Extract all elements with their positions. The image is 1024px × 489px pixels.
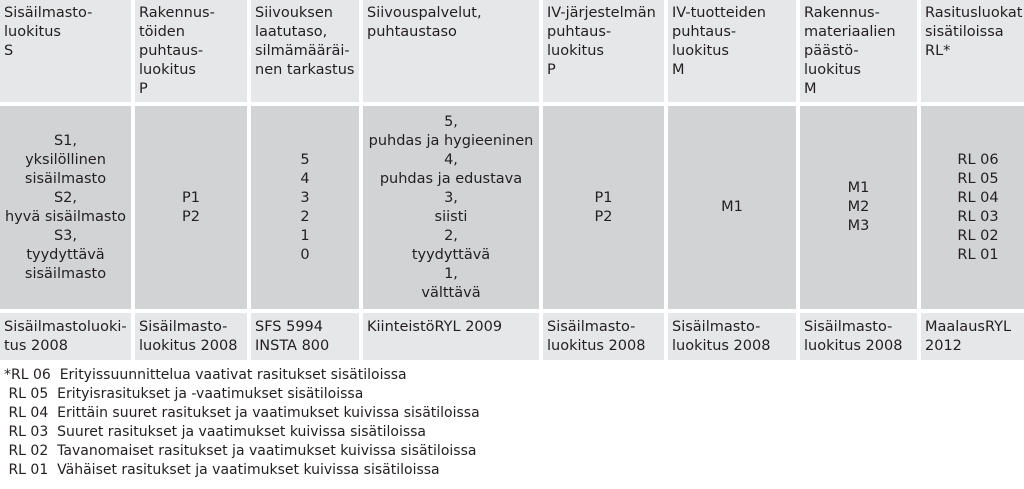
values-cell — [668, 106, 796, 309]
cell-text: M — [672, 62, 685, 78]
cell-text: MaalausRYL — [925, 319, 1012, 335]
cell-text: sisäilmasto — [24, 265, 107, 282]
cell-text: Sisäilmasto- — [804, 319, 893, 335]
cell-text: 3 — [300, 189, 310, 206]
source-cell — [0, 313, 131, 360]
source-cell — [363, 313, 539, 360]
cell-text: tus 2008 — [4, 338, 68, 354]
source-cell — [921, 313, 1024, 360]
cell-text: INSTA 800 — [255, 338, 330, 354]
cell-text: Sisäilmasto- — [672, 319, 761, 335]
cell-text: M3 — [847, 218, 870, 234]
cell-text: SFS 5994 — [255, 319, 324, 335]
source-cell — [135, 313, 247, 360]
cell-text: M1 — [847, 180, 870, 196]
cell-text: luokitus 2008 — [547, 338, 646, 354]
source-cell — [800, 313, 917, 360]
cell-text: 5 — [300, 151, 310, 168]
cell-text: S1, — [53, 132, 78, 149]
cell-text: luokitus 2008 — [672, 338, 771, 354]
cell-text: 2012 — [925, 338, 962, 354]
values-cell — [800, 106, 917, 309]
cell-text: puhdas ja hygieeninen — [368, 132, 534, 149]
cell-text: M1 — [721, 199, 743, 215]
cell-text: puhtaus- — [139, 43, 204, 59]
cell-text: luokitus — [4, 24, 61, 40]
cell-text: KiinteistöRYL 2009 — [367, 319, 503, 335]
cell-text: P1 — [182, 189, 200, 206]
cell-text: 1 — [300, 227, 310, 244]
cell-text: Sisäilmasto- — [4, 5, 93, 21]
cell-text: materiaalien — [804, 24, 896, 40]
footnotes — [4, 366, 480, 480]
cell-text: sisäilmasto — [24, 170, 107, 187]
values-cell — [251, 106, 359, 309]
source-cell — [543, 313, 664, 360]
cell-text: P — [139, 81, 148, 97]
cell-text: 3, — [444, 189, 458, 206]
cell-text: IV-järjestelmän — [547, 5, 656, 21]
footnote-line: RL 03 Suuret rasitukset ja vaatimukset kuivissa sisätiloissa — [4, 424, 427, 440]
cell-text: Siivouspalvelut, — [367, 5, 482, 21]
values-cell — [921, 106, 1024, 309]
footnote-line: RL 01 Vähäiset rasitukset ja vaatimukset kuivissa sisätiloissa — [4, 462, 440, 478]
cell-text: P — [547, 62, 556, 78]
cell-text: RL 02 — [957, 227, 999, 244]
header-cell — [921, 0, 1024, 102]
header-cell — [800, 0, 917, 102]
source-cell — [668, 313, 796, 360]
values-cell — [0, 106, 131, 309]
cell-text: 4, — [444, 151, 458, 168]
footnote-line: *RL 06 Erityissuunnittelua vaativat rasitukset sisätiloissa — [4, 367, 407, 383]
cell-text: IV-tuotteiden — [672, 5, 766, 21]
cell-text: RL 03 — [957, 208, 999, 225]
cell-text: puhtaustaso — [367, 24, 457, 40]
cell-text: hyvä sisäilmasto — [4, 208, 127, 225]
cell-text: S3, — [53, 227, 78, 244]
cell-text: RL 01 — [957, 246, 999, 263]
cell-text: luokitus — [672, 43, 729, 59]
cell-text: luokitus — [139, 62, 196, 78]
cell-text: Sisäilmasto- — [139, 319, 228, 335]
footnote-line: RL 05 Erityisrasitukset ja -vaatimukset sisätiloissa — [4, 386, 364, 402]
cell-text: päästö- — [804, 43, 859, 59]
cell-text: Rasitusluokat — [925, 5, 1023, 21]
cell-text: M2 — [847, 199, 870, 215]
cell-text: laatutaso, — [255, 24, 328, 40]
header-cell — [251, 0, 359, 102]
footnote-line: RL 02 Tavanomaiset rasitukset ja vaatimukset kuivissa sisätiloissa — [4, 443, 477, 459]
cell-text: Rakennus- — [139, 5, 215, 21]
cell-text: 2, — [444, 227, 458, 244]
values-cell — [135, 106, 247, 309]
header-cell — [135, 0, 247, 102]
cell-text: puhtaus- — [547, 24, 612, 40]
cell-text: 5, — [444, 113, 458, 130]
header-cell — [668, 0, 796, 102]
cell-text: P1 — [594, 189, 613, 206]
cell-text: puhtaus- — [672, 24, 737, 40]
cell-text: Sisäilmastoluoki- — [4, 319, 127, 335]
cell-text: RL 05 — [957, 170, 999, 187]
header-cell — [543, 0, 664, 102]
cell-text: 2 — [300, 208, 310, 225]
cell-text: yksilöllinen — [25, 151, 106, 168]
cell-text: 1, — [444, 265, 458, 282]
cell-text: Siivouksen — [255, 5, 333, 21]
cell-text: tyydyttävä — [26, 246, 105, 263]
cell-text: nen tarkastus — [255, 62, 355, 78]
header-cell — [363, 0, 539, 102]
cell-text: luokitus — [804, 62, 861, 78]
cell-text: M — [804, 81, 817, 97]
values-cell — [543, 106, 664, 309]
cell-text: P2 — [182, 208, 200, 225]
cell-text: luokitus 2008 — [139, 338, 238, 354]
header-cell — [0, 0, 131, 102]
cell-text: siisti — [434, 208, 468, 225]
source-cell — [251, 313, 359, 360]
cell-text: töiden — [139, 24, 185, 40]
cell-text: P2 — [594, 208, 613, 225]
cell-text: Rakennus- — [804, 5, 880, 21]
cell-text: puhdas ja edustava — [379, 170, 523, 187]
footnote-line: RL 04 Erittäin suuret rasitukset ja vaatimukset kuivissa sisätiloissa — [4, 405, 480, 421]
cell-text: luokitus 2008 — [804, 338, 903, 354]
cell-text: 4 — [300, 170, 310, 187]
cell-text: välttävä — [421, 284, 481, 301]
cell-text: S — [4, 43, 14, 59]
values-cell — [363, 106, 539, 309]
cell-text: luokitus — [547, 43, 604, 59]
cell-text: silmämääräi- — [255, 43, 350, 59]
cell-text: Sisäilmasto- — [547, 319, 636, 335]
cell-text: tyydyttävä — [411, 246, 491, 263]
cell-text: sisätiloissa — [925, 24, 1004, 40]
cell-text: RL 06 — [957, 151, 999, 168]
cell-text: S2, — [53, 189, 78, 206]
cell-text: RL* — [925, 43, 951, 59]
cell-text: RL 04 — [957, 189, 999, 206]
cell-text: 0 — [300, 246, 310, 263]
